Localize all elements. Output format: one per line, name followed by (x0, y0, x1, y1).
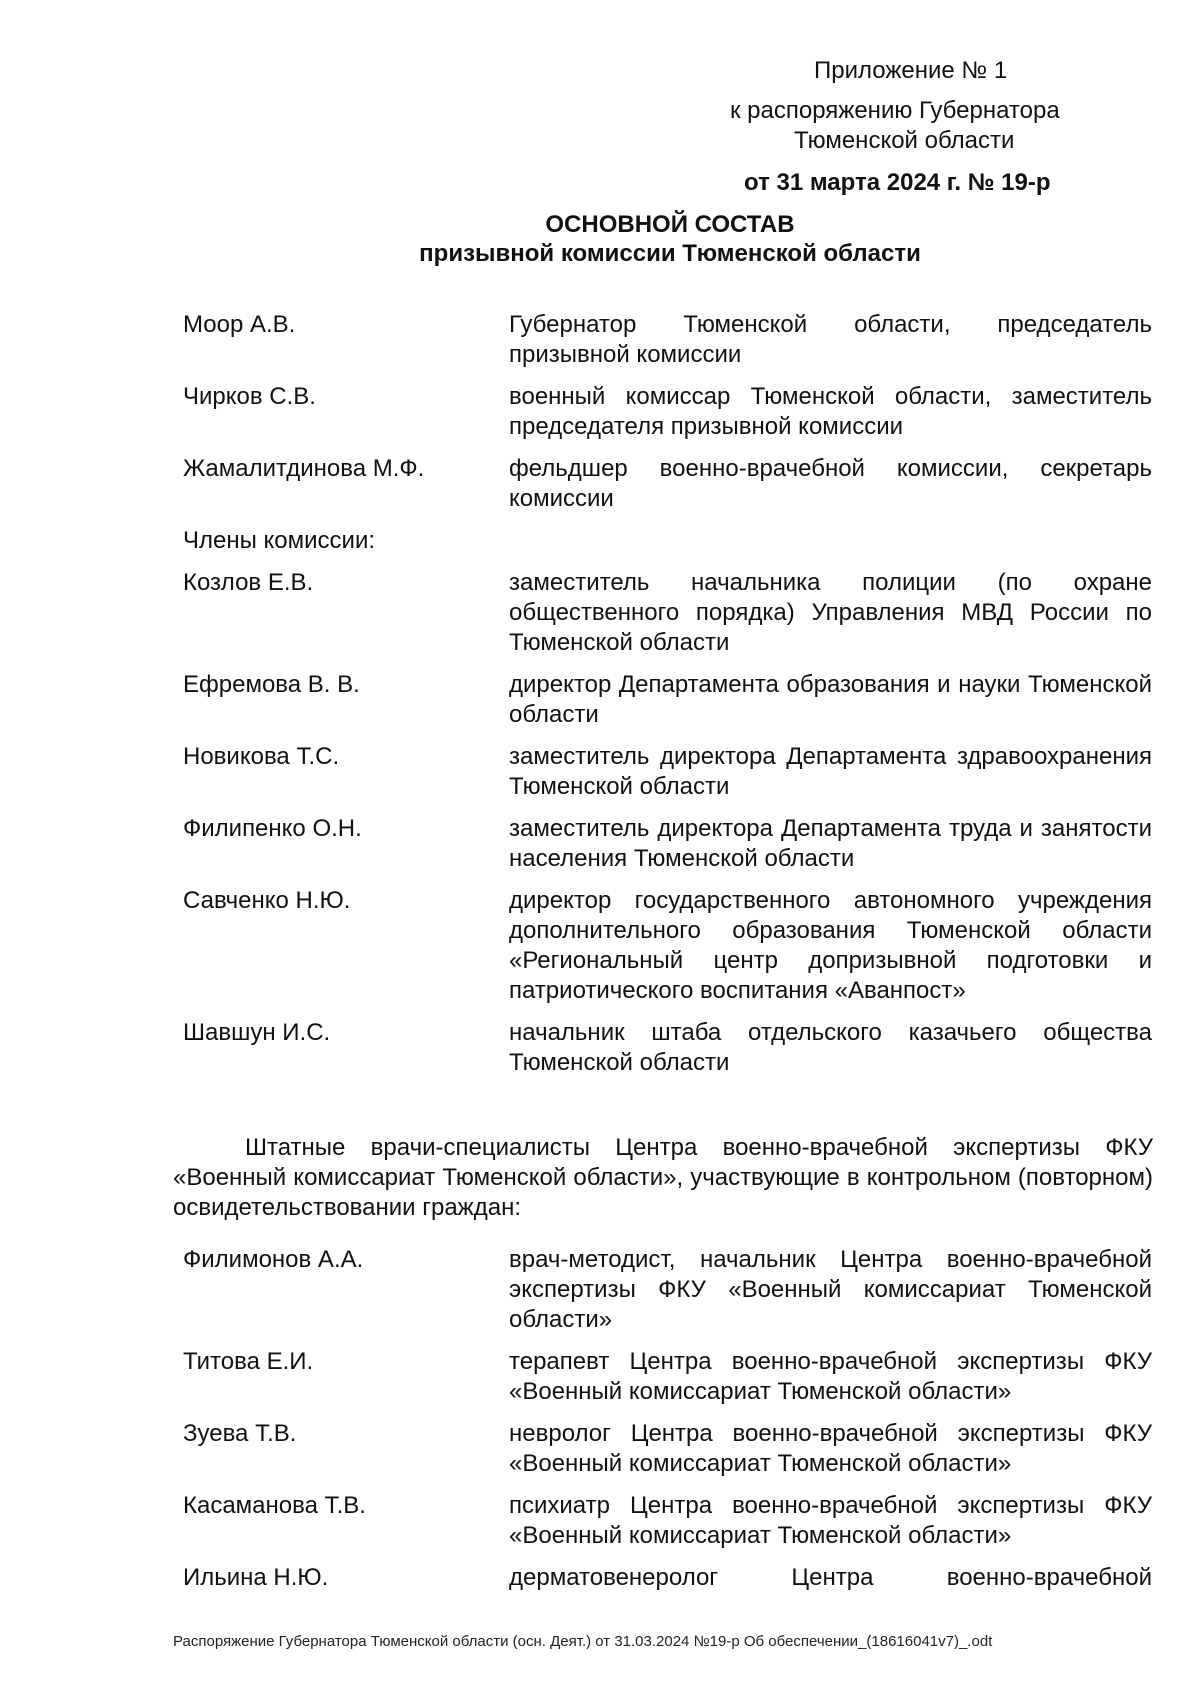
member-name: Чирков С.В. (183, 383, 316, 410)
member-name: Жамалитдинова М.Ф. (183, 455, 425, 482)
member-position: директор Департамента образования и науки Тюменской области (509, 671, 1152, 728)
member-name: Филипенко О.Н. (183, 815, 362, 842)
doctors-intro-paragraph: Штатные врачи-специалисты Центра военно-врачебной экспертизы ФКУ «Военный комиссариат Тюменской области», участвующие в контрольном (повторном) освидетельствовании граждан: (173, 1134, 1153, 1221)
list-item (183, 454, 1153, 514)
list-item (183, 1491, 1153, 1551)
list-item (183, 1245, 1153, 1335)
member-name: Савченко Н.Ю. (183, 887, 351, 914)
appendix-number: Приложение № 1 (814, 57, 1008, 84)
document-title (0, 210, 1200, 268)
doctor-position: терапевт Центра военно-врачебной экспертизы ФКУ «Военный комиссариат Тюменской области» (509, 1348, 1152, 1405)
doctor-name: Филимонов А.А. (183, 1246, 364, 1273)
doctor-name: Ильина Н.Ю. (183, 1564, 329, 1591)
doctor-name: Касаманова Т.В. (183, 1492, 366, 1519)
member-position: военный комиссар Тюменской области, заместитель председателя призывной комиссии (509, 383, 1152, 440)
commission-list (183, 310, 1153, 1090)
list-item (183, 1347, 1153, 1407)
list-item (183, 1563, 1153, 1593)
list-item (183, 568, 1153, 658)
member-position: заместитель директора Департамента здравоохранения Тюменской области (509, 743, 1152, 800)
appendix-region: Тюменской области (794, 127, 1015, 154)
appendix-date: от 31 марта 2024 г. № 19-р (744, 169, 1051, 196)
member-position: начальник штаба отдельского казачьего общества Тюменской области (509, 1019, 1152, 1076)
member-position: фельдшер военно-врачебной комиссии, секретарь комиссии (509, 455, 1152, 512)
title-line-2: призывной комиссии Тюменской области (419, 240, 921, 267)
doctor-name: Зуева Т.В. (183, 1420, 297, 1447)
doctor-name: Титова Е.И. (183, 1348, 314, 1375)
doctor-position: врач-методист, начальник Центра военно-врачебной экспертизы ФКУ «Военный комиссариат Тюменской области» (509, 1246, 1152, 1333)
doctor-position: психиатр Центра военно-врачебной экспертизы ФКУ «Военный комиссариат Тюменской области» (509, 1492, 1152, 1549)
document-footer: Распоряжение Губернатора Тюменской области (осн. Деят.) от 31.03.2024 №19-р Об обеспечении_(18616041v7)_.odt (173, 1633, 993, 1650)
list-item (183, 382, 1153, 442)
member-position: директор государственного автономного учреждения дополнительного образования Тюменской области «Региональный центр допризывной подготовки и патриотического воспитания «Аванпост» (509, 887, 1152, 1004)
list-item (183, 1419, 1153, 1479)
appendix-header (700, 56, 1140, 198)
title-line-1: ОСНОВНОЙ СОСТАВ (545, 211, 795, 238)
member-position: Губернатор Тюменской области, председатель призывной комиссии (509, 311, 1152, 368)
doctors-list (183, 1245, 1153, 1605)
member-name: Моор А.В. (183, 311, 296, 338)
list-item (183, 670, 1153, 730)
member-name: Новикова Т.С. (183, 743, 340, 770)
list-item (183, 742, 1153, 802)
appendix-order-ref: к распоряжению Губернатора (730, 97, 1060, 124)
member-name: Шавшун И.С. (183, 1019, 331, 1046)
list-item (183, 814, 1153, 874)
member-name: Ефремова В. В. (183, 671, 360, 698)
list-item (183, 886, 1153, 1006)
member-position: заместитель директора Департамента труда и занятости населения Тюменской области (509, 815, 1152, 872)
list-item (183, 1018, 1153, 1078)
members-heading: Члены комиссии: (183, 527, 376, 554)
doctor-position: дерматовенеролог Центра военно-врачебной (509, 1564, 1152, 1591)
member-name: Козлов Е.В. (183, 569, 314, 596)
member-position: заместитель начальника полиции (по охране общественного порядка) Управления МВД России по Тюменской области (509, 569, 1152, 656)
list-item (183, 310, 1153, 370)
doctor-position: невролог Центра военно-врачебной экспертизы ФКУ «Военный комиссариат Тюменской области» (509, 1420, 1152, 1477)
